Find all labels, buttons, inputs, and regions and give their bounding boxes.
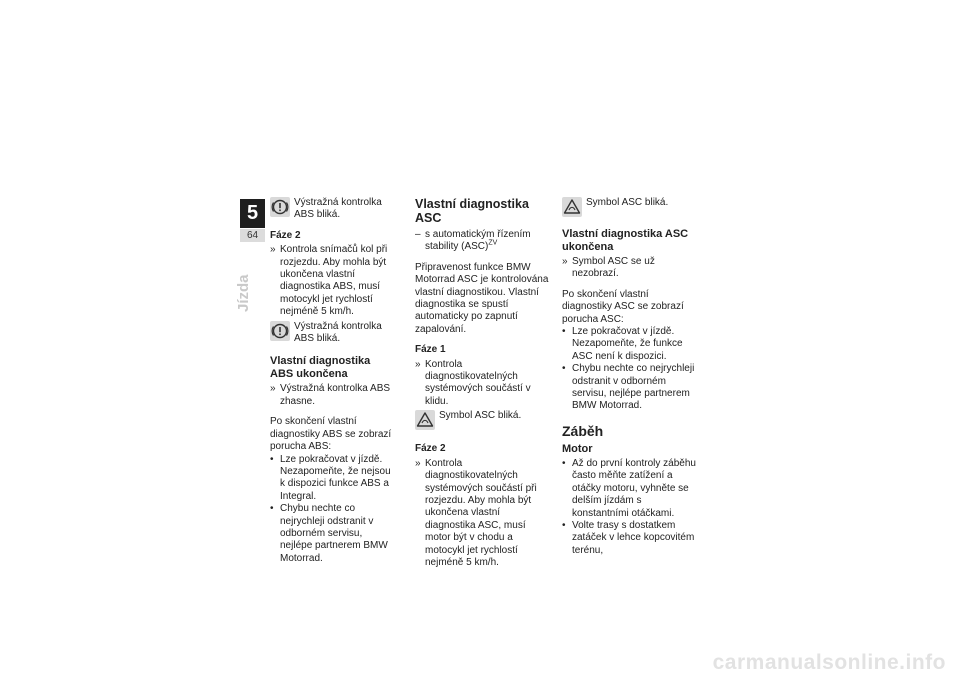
optional-equipment-mark: ZV [488, 240, 498, 248]
result-marker: » [562, 256, 568, 267]
column-1 [270, 195, 396, 565]
asc-warning-icon [562, 197, 582, 217]
faze1-heading: Fáze 1 [415, 344, 446, 356]
abs-fault-intro: Po skončení vlastní diagnostiky ABS se zobrazí porucha ABS: [270, 416, 392, 453]
asc-end-item [562, 256, 700, 281]
abs-end-item [270, 383, 396, 408]
bullet-text: Až do první kontroly záběhu často měňte zatížení a otáčky motoru, vyhněte se delším jízdám s konstantními otáčkami. [572, 457, 696, 519]
list-item [270, 454, 396, 504]
bullet-marker: • [270, 503, 274, 515]
faze2-text: Kontrola snímačů kol při rozjezdu. Aby mohla být ukončena vlastní diagnostika ABS, musí motocykl jet rychlostí nejméně 5 km/h. [280, 244, 388, 318]
chapter-number: 5 [240, 199, 265, 228]
asc-section-title: Vlastní diagnostika ASC [415, 197, 529, 225]
asc-icon-text: Symbol ASC bliká. [439, 410, 522, 422]
faze2-item [270, 244, 396, 318]
abs-end-text: Výstražná kontrolka ABS zhasne. [280, 383, 391, 407]
asc-end-text: Symbol ASC se už nezobrazí. [572, 256, 655, 280]
result-marker: » [270, 244, 276, 256]
faze2-heading: Fáze 2 [415, 443, 446, 455]
equipment-text: s automatickým řízením stability (ASC) [425, 229, 531, 253]
asc-icon-text: Symbol ASC bliká. [586, 197, 669, 208]
result-marker: » [270, 383, 276, 395]
watermark: carmanualsonline.info [712, 650, 946, 674]
bullet-marker: • [562, 519, 566, 531]
result-marker: » [415, 457, 421, 469]
abs-icon-row-2 [270, 321, 396, 346]
bullet-text: Lze pokračovat v jízdě. Nezapomeňte, že funkce ASC není k dispozici. [572, 326, 683, 362]
bullet-text: Chybu nechte co nejrychleji odstranit v odborném servisu, nejlépe partnerem BMW Motorrad. [280, 503, 388, 564]
bullet-marker: • [270, 453, 274, 465]
asc-end-heading: Vlastní diagnostika ASC ukončena [562, 228, 689, 253]
dash-marker: – [415, 229, 421, 240]
asc-warning-icon [415, 410, 435, 430]
abs-warning-icon [270, 321, 290, 341]
faze2-item [415, 458, 553, 570]
equipment-note [415, 229, 553, 254]
faze2-text: Kontrola diagnostikovatelných systémových součástí při rozjezdu. Aby mohla být ukončena vlastní diagnostika ASC, musí motor být v chodu a motocykl jet rychlostí nejméně 5 km/h. [425, 457, 537, 568]
bullet-marker: • [562, 326, 566, 338]
list-item [562, 520, 700, 557]
chapter-title: Jízda [235, 274, 252, 312]
asc-fault-intro: Po skončení vlastní diagnostiky ASC se zobrazí porucha ASC: [562, 288, 684, 325]
asc-icon-row [562, 197, 700, 218]
abs-end-heading: Vlastní diagnostika ABS ukončena [270, 355, 371, 381]
motor-heading: Motor [562, 442, 593, 455]
break-in-title: Záběh [562, 422, 604, 439]
list-item [562, 458, 700, 520]
faze1-item [415, 359, 553, 409]
asc-ready-text: Připravenost funkce BMW Motorrad ASC je kontrolována vlastní diagnostikou. Vlastní diagnostika se spustí automaticky po zapnutí zapalování. [415, 261, 549, 335]
abs-icon-text: Výstražná kontrolka ABS bliká. [294, 320, 382, 345]
column-2 [415, 195, 553, 569]
bullet-marker: • [562, 363, 566, 375]
list-item [562, 363, 700, 413]
bullet-text: Chybu nechte co nejrychleji odstranit v odborném servisu, nejlépe partnerem BMW Motorrad. [572, 363, 695, 412]
bullet-text: Lze pokračovat v jízdě. Nezapomeňte, že nejsou k dispozici funkce ABS a Integral. [280, 453, 391, 502]
bullet-marker: • [562, 457, 566, 469]
result-marker: » [415, 358, 421, 370]
abs-icon-text: Výstražná kontrolka ABS bliká. [294, 197, 382, 221]
page-number: 64 [240, 229, 265, 242]
faze2-heading: Fáze 2 [270, 229, 301, 241]
faze1-text: Kontrola diagnostikovatelných systémových součástí v klidu. [425, 358, 531, 407]
list-item [562, 326, 700, 363]
asc-icon-row [415, 410, 553, 431]
bullet-text: Volte trasy s dostatkem zatáček v lehce kopcovitém terénu, [572, 519, 695, 556]
abs-icon-row [270, 197, 396, 222]
list-item [270, 503, 396, 565]
abs-warning-icon [270, 197, 290, 217]
column-3 [562, 195, 700, 557]
